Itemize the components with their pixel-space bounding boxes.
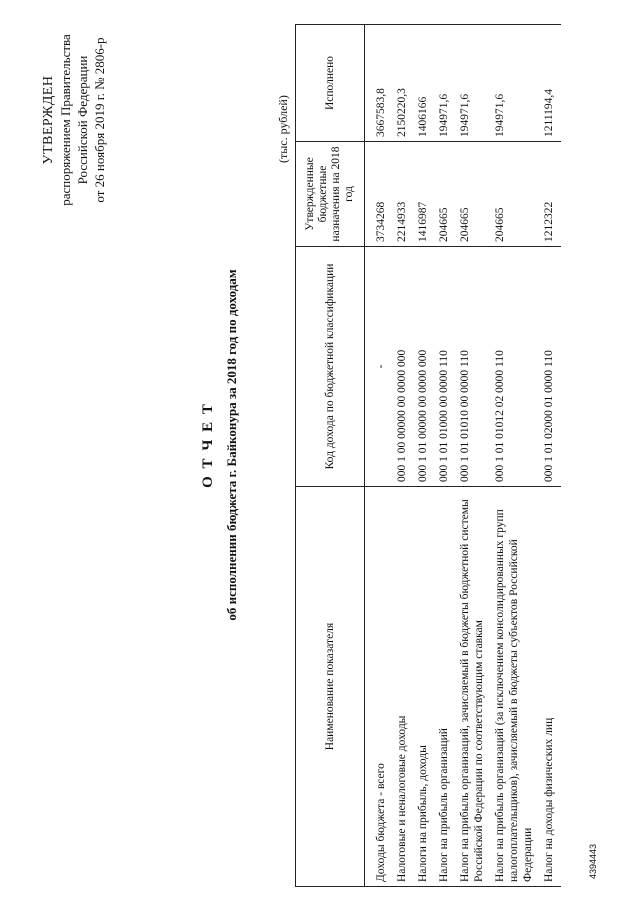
header-income-code: Код дохода по бюджетной классификации bbox=[296, 247, 365, 487]
row-approved: 204665 bbox=[491, 142, 540, 247]
units-label: (тыс. рублей) bbox=[276, 95, 290, 163]
approval-heading: УТВЕРЖДЕН bbox=[41, 75, 56, 165]
row-code: 000 1 00 00000 00 0000 000 bbox=[393, 247, 414, 487]
table-row bbox=[365, 25, 394, 887]
row-name: Налог на прибыль организаций bbox=[435, 487, 456, 887]
table-row bbox=[456, 25, 491, 887]
row-name: Налог на доходы физических лиц bbox=[540, 487, 561, 887]
table-row bbox=[540, 25, 561, 887]
row-name: Налог на прибыль организаций (за исключением консолидированных групп налогоплательщиков), зачисляемый в бюджеты субъектов Российской Федерации bbox=[491, 487, 540, 887]
row-executed: 1406166 bbox=[414, 25, 435, 142]
approval-line-2: Российской Федерации bbox=[75, 55, 90, 185]
row-executed: 1211194,4 bbox=[540, 25, 561, 142]
row-name: Налог на прибыль организаций, зачисляемый в бюджеты бюджетной системы Российской Федерации по соответствующим ставкам bbox=[456, 487, 491, 887]
table-row bbox=[491, 25, 540, 887]
row-code: 000 1 01 00000 00 0000 000 bbox=[414, 247, 435, 487]
table-row bbox=[435, 25, 456, 887]
table-body bbox=[365, 25, 562, 887]
table-row bbox=[414, 25, 435, 887]
approval-line-3: от 26 ноября 2019 г. № 2806-р bbox=[92, 37, 107, 203]
document-number: 4394443 bbox=[588, 843, 598, 879]
row-code: 000 1 01 01010 00 0000 110 bbox=[456, 247, 491, 487]
header-approved: Утвержденные бюджетные назначения на 2018 год bbox=[296, 142, 365, 247]
row-name: Доходы бюджета - всего bbox=[365, 487, 394, 887]
row-approved: 204665 bbox=[435, 142, 456, 247]
row-executed: 3667583,8 bbox=[365, 25, 394, 142]
row-code: 000 1 01 01000 00 0000 110 bbox=[435, 247, 456, 487]
row-name: Налоговые и неналоговые доходы bbox=[393, 487, 414, 887]
header-executed: Исполнено bbox=[296, 25, 365, 142]
row-approved: 2214933 bbox=[393, 142, 414, 247]
row-approved: 1212322 bbox=[540, 142, 561, 247]
document-title: О Т Ч Е Т bbox=[200, 402, 216, 488]
document-subtitle: об исполнении бюджета г. Байконура за 2018 год по доходам bbox=[224, 269, 239, 621]
row-name: Налоги на прибыль, доходы bbox=[414, 487, 435, 887]
row-approved: 3734268 bbox=[365, 142, 394, 247]
row-executed: 194971,6 bbox=[435, 25, 456, 142]
row-code: 000 1 01 01012 02 0000 110 bbox=[491, 247, 540, 487]
table-header bbox=[296, 25, 365, 887]
row-executed: 2150220,3 bbox=[393, 25, 414, 142]
row-executed: 194971,6 bbox=[456, 25, 491, 142]
approval-line-1: распоряжением Правительства bbox=[58, 34, 73, 206]
row-code: - bbox=[365, 247, 394, 487]
table-row bbox=[393, 25, 414, 887]
row-approved: 204665 bbox=[456, 142, 491, 247]
revenue-table bbox=[295, 24, 561, 887]
approval-block bbox=[40, 25, 108, 215]
row-executed: 194971,6 bbox=[491, 25, 540, 142]
header-indicator-name: Наименование показателя bbox=[296, 487, 365, 887]
row-approved: 1416987 bbox=[414, 142, 435, 247]
row-code: 000 1 01 02000 01 0000 110 bbox=[540, 247, 561, 487]
revenue-table-container bbox=[295, 25, 561, 887]
